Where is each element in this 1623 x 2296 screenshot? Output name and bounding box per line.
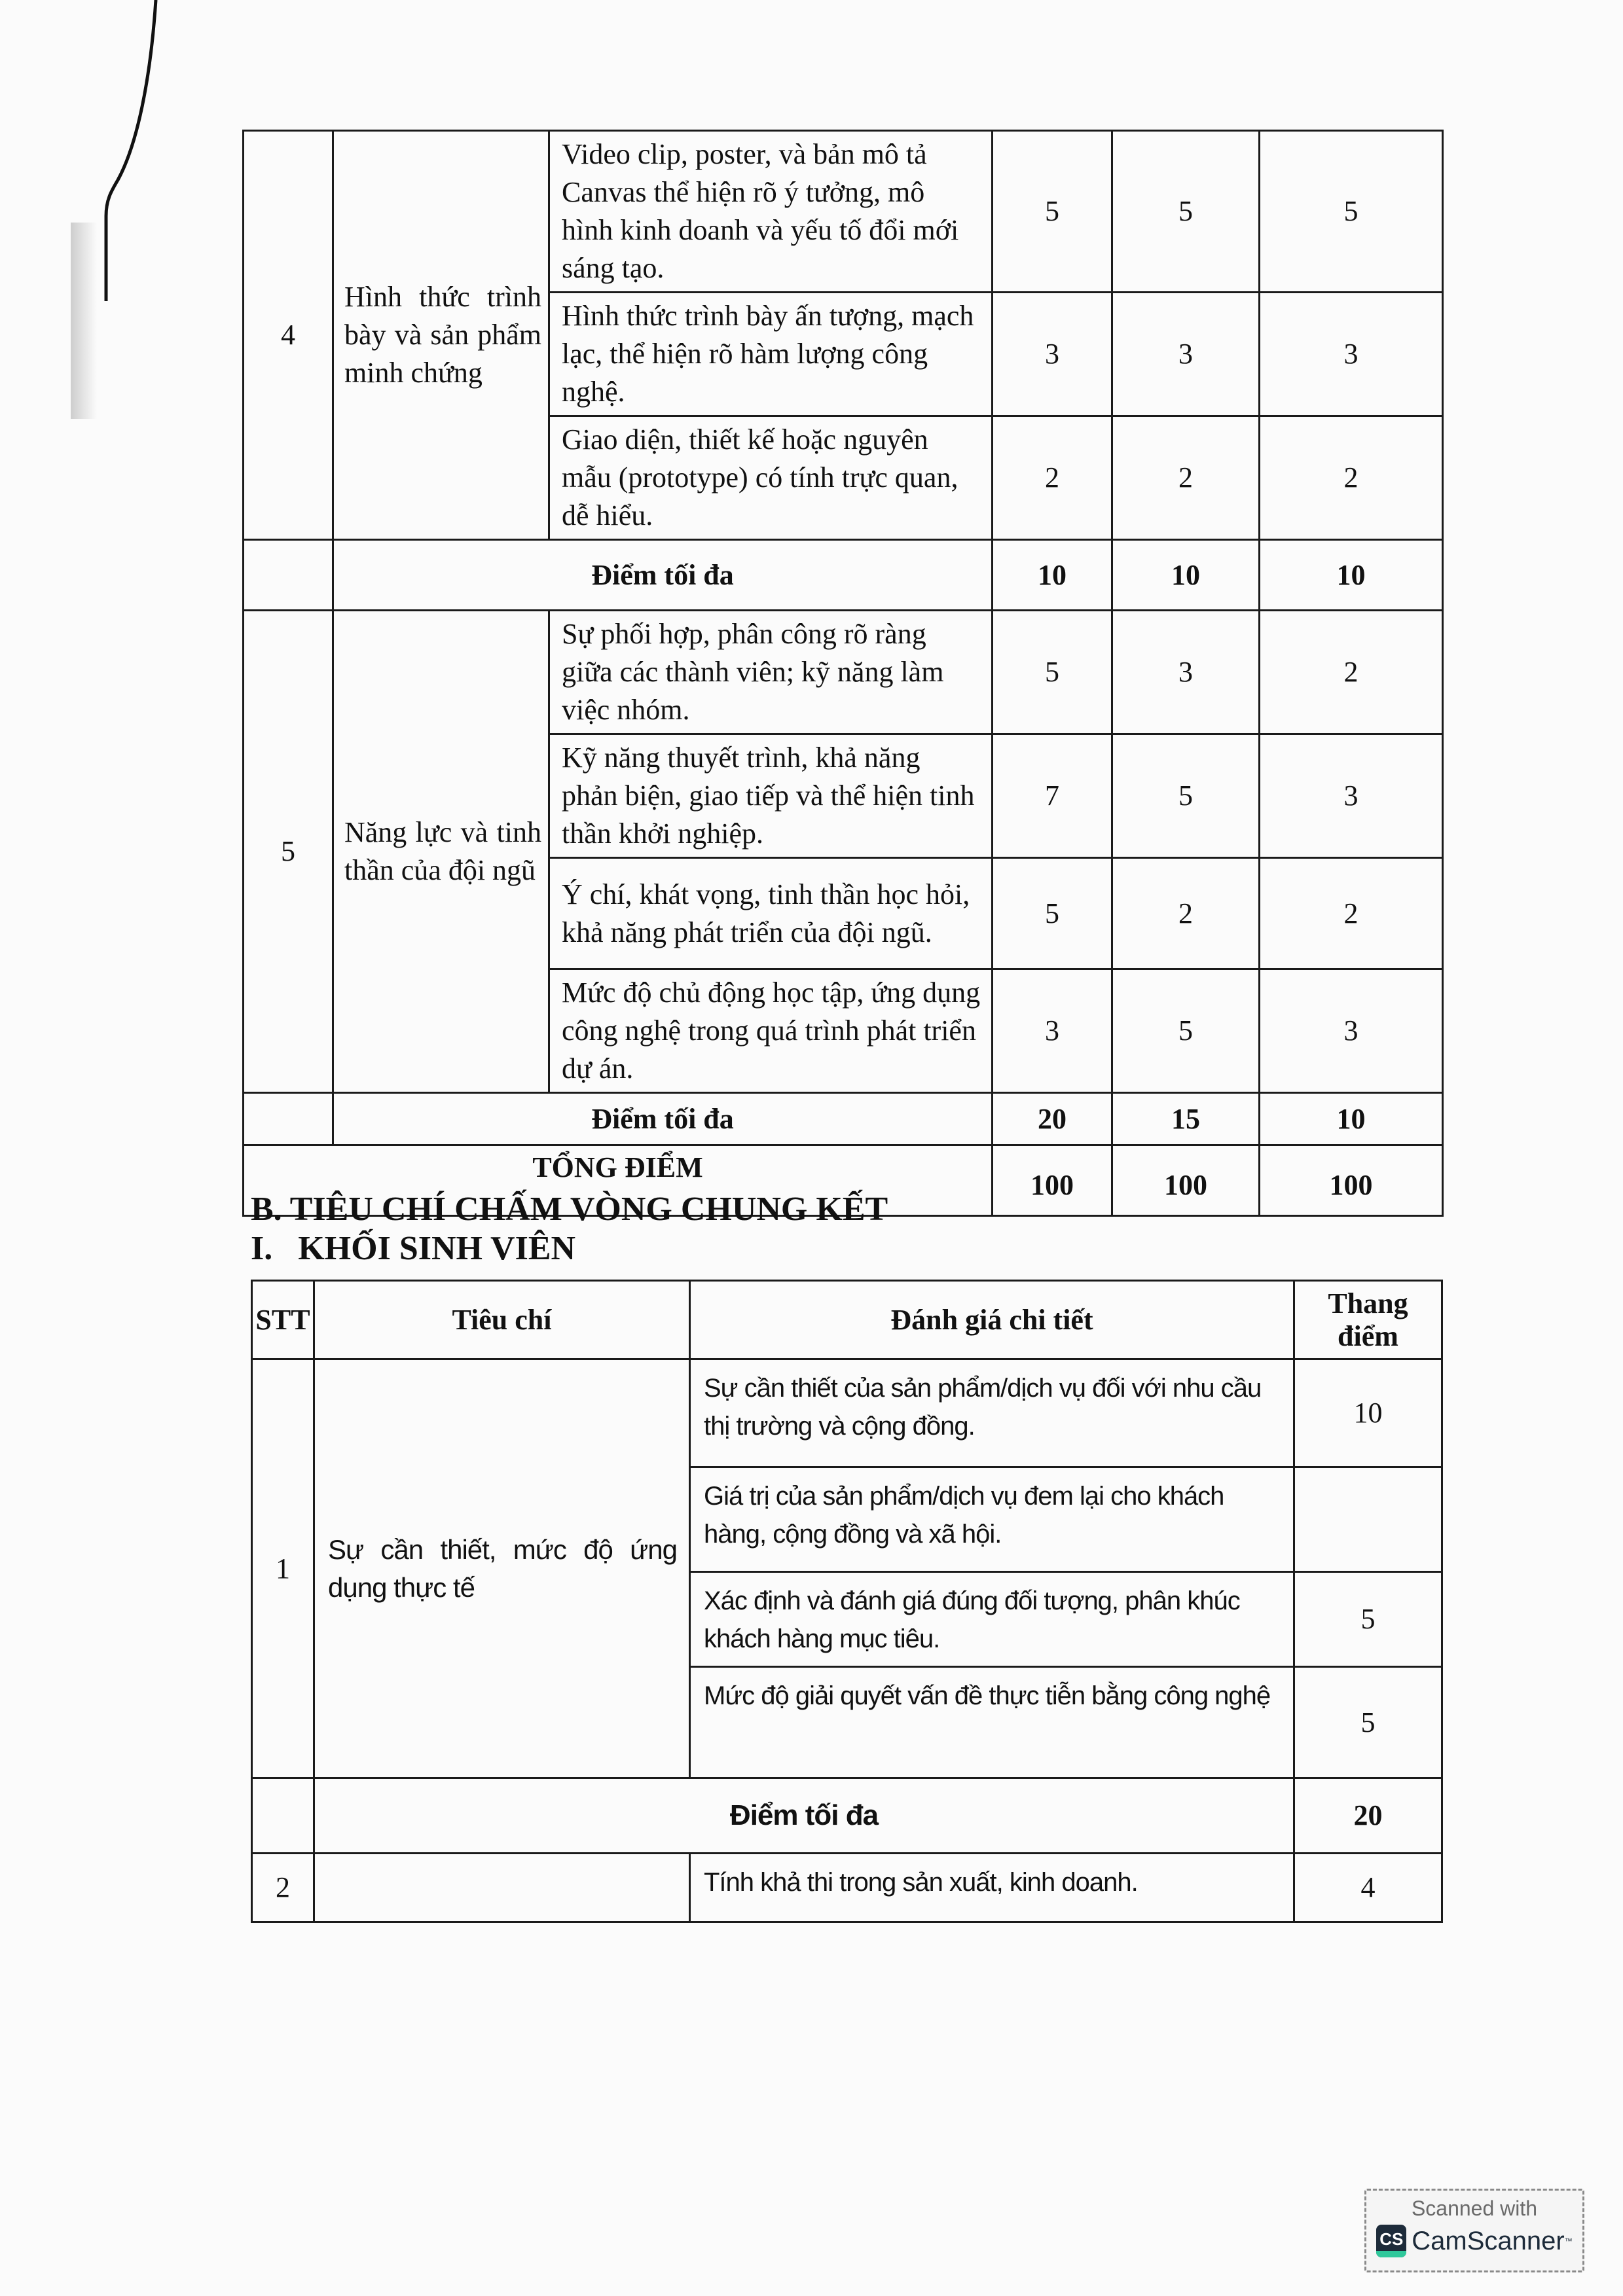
subtotal-score: 10 xyxy=(1260,540,1443,611)
score-cell: 5 xyxy=(1294,1667,1442,1778)
score-cell: 5 xyxy=(1112,131,1260,293)
camscanner-watermark xyxy=(1364,2189,1584,2272)
scoring-table-continued xyxy=(242,130,1444,1217)
score-cell: 5 xyxy=(1112,734,1260,858)
table-row xyxy=(244,131,1443,293)
score-cell: 3 xyxy=(993,293,1112,416)
score-cell: 5 xyxy=(1260,131,1443,293)
detail-cell: Mức độ chủ động học tập, ứng dụng công nghệ trong quá trình phát triển dự án. xyxy=(549,969,993,1093)
score-cell: 3 xyxy=(1112,611,1260,734)
detail-cell: Sự cần thiết của sản phẩm/dịch vụ đối với nhu cầu thị trường và cộng đồng. xyxy=(690,1359,1294,1467)
score-cell: 2 xyxy=(1112,858,1260,969)
stt-cell: 4 xyxy=(244,131,333,540)
subtotal-score: 20 xyxy=(993,1093,1112,1145)
score-cell xyxy=(1294,1467,1442,1572)
camscanner-logo-icon: CS xyxy=(1376,2225,1406,2257)
header-stt: STT xyxy=(252,1281,314,1359)
total-score: 100 xyxy=(1260,1145,1443,1216)
detail-cell: Mức độ giải quyết vấn đề thực tiễn bằng công nghệ xyxy=(690,1667,1294,1778)
stt-cell: 5 xyxy=(244,611,333,1093)
score-cell: 3 xyxy=(1260,293,1443,416)
detail-cell: Kỹ năng thuyết trình, khả năng phản biện, giao tiếp và thể hiện tinh thần khởi nghiệp. xyxy=(549,734,993,858)
score-cell: 3 xyxy=(993,969,1112,1093)
trademark-symbol: ™ xyxy=(1564,2236,1573,2246)
subtotal-score: 10 xyxy=(1112,540,1260,611)
score-cell: 3 xyxy=(1112,293,1260,416)
score-cell: 3 xyxy=(1260,734,1443,858)
detail-cell: Sự phối hợp, phân công rõ ràng giữa các thành viên; kỹ năng làm việc nhóm. xyxy=(549,611,993,734)
section-i-heading: I. KHỐI SINH VIÊN xyxy=(251,1230,576,1267)
header-criterion: Tiêu chí xyxy=(314,1281,690,1359)
score-cell: 5 xyxy=(993,858,1112,969)
detail-cell: Giao diện, thiết kế hoặc nguyên mẫu (prototype) có tính trực quan, dễ hiểu. xyxy=(549,416,993,540)
empty-cell xyxy=(244,1093,333,1145)
table-header-row xyxy=(252,1281,1442,1359)
score-cell: 5 xyxy=(993,131,1112,293)
score-cell: 3 xyxy=(1260,969,1443,1093)
subtotal-row xyxy=(252,1778,1442,1854)
header-detail: Đánh giá chi tiết xyxy=(690,1281,1294,1359)
subtotal-row xyxy=(244,540,1443,611)
stt-cell: 1 xyxy=(252,1359,314,1778)
subtotal-label: Điểm tối đa xyxy=(333,540,993,611)
criterion-cell: Năng lực và tinh thần của đội ngũ xyxy=(333,611,549,1093)
score-cell: 2 xyxy=(993,416,1112,540)
criterion-cell: Hình thức trình bày và sản phẩm minh chứng xyxy=(333,131,549,540)
criterion-cell: Sự cần thiết, mức độ ứng dụng thực tế xyxy=(314,1359,690,1778)
score-cell: 5 xyxy=(1294,1572,1442,1667)
subtotal-score: 10 xyxy=(1260,1093,1443,1145)
criterion-cell xyxy=(314,1854,690,1922)
header-scale: Thang điểm xyxy=(1294,1281,1442,1359)
subtotal-score: 10 xyxy=(993,540,1112,611)
table-row xyxy=(252,1854,1442,1922)
watermark-brand: CamScanner xyxy=(1412,2226,1565,2255)
score-cell: 7 xyxy=(993,734,1112,858)
detail-cell: Ý chí, khát vọng, tinh thần học hỏi, khả năng phát triển của đội ngũ. xyxy=(549,858,993,969)
table-row xyxy=(244,611,1443,734)
watermark-caption: Scanned with xyxy=(1411,2197,1538,2220)
total-label: TỔNG ĐIỂM xyxy=(244,1145,993,1216)
subtotal-score: 15 xyxy=(1112,1093,1260,1145)
subtotal-row xyxy=(244,1093,1443,1145)
detail-cell: Tính khả thi trong sản xuất, kinh doanh. xyxy=(690,1854,1294,1922)
detail-cell: Xác định và đánh giá đúng đối tượng, phân khúc khách hàng mục tiêu. xyxy=(690,1572,1294,1667)
empty-cell xyxy=(244,540,333,611)
total-score: 100 xyxy=(993,1145,1112,1216)
detail-cell: Hình thức trình bày ấn tượng, mạch lạc, thể hiện rõ hàm lượng công nghệ. xyxy=(549,293,993,416)
scan-shadow xyxy=(71,223,97,419)
subtotal-label: Điểm tối đa xyxy=(333,1093,993,1145)
watermark-brand-row xyxy=(1366,2225,1582,2257)
section-b-heading: B. TIÊU CHÍ CHẤM VÒNG CHUNG KẾT xyxy=(251,1191,888,1228)
score-cell: 5 xyxy=(993,611,1112,734)
subtotal-score: 20 xyxy=(1294,1778,1442,1854)
table-row xyxy=(252,1359,1442,1467)
score-cell: 5 xyxy=(1112,969,1260,1093)
score-cell: 2 xyxy=(1260,858,1443,969)
subtotal-label: Điểm tối đa xyxy=(314,1778,1294,1854)
score-cell: 2 xyxy=(1112,416,1260,540)
final-round-criteria-table xyxy=(251,1280,1443,1923)
score-cell: 10 xyxy=(1294,1359,1442,1467)
score-cell: 4 xyxy=(1294,1854,1442,1922)
score-cell: 2 xyxy=(1260,611,1443,734)
total-score: 100 xyxy=(1112,1145,1260,1216)
detail-cell: Giá trị của sản phẩm/dịch vụ đem lại cho khách hàng, cộng đồng và xã hội. xyxy=(690,1467,1294,1572)
detail-cell: Video clip, poster, và bản mô tả Canvas thể hiện rõ ý tưởng, mô hình kinh doanh và yếu tố đổi mới sáng tạo. xyxy=(549,131,993,293)
empty-cell xyxy=(252,1778,314,1854)
stt-cell: 2 xyxy=(252,1854,314,1922)
score-cell: 2 xyxy=(1260,416,1443,540)
